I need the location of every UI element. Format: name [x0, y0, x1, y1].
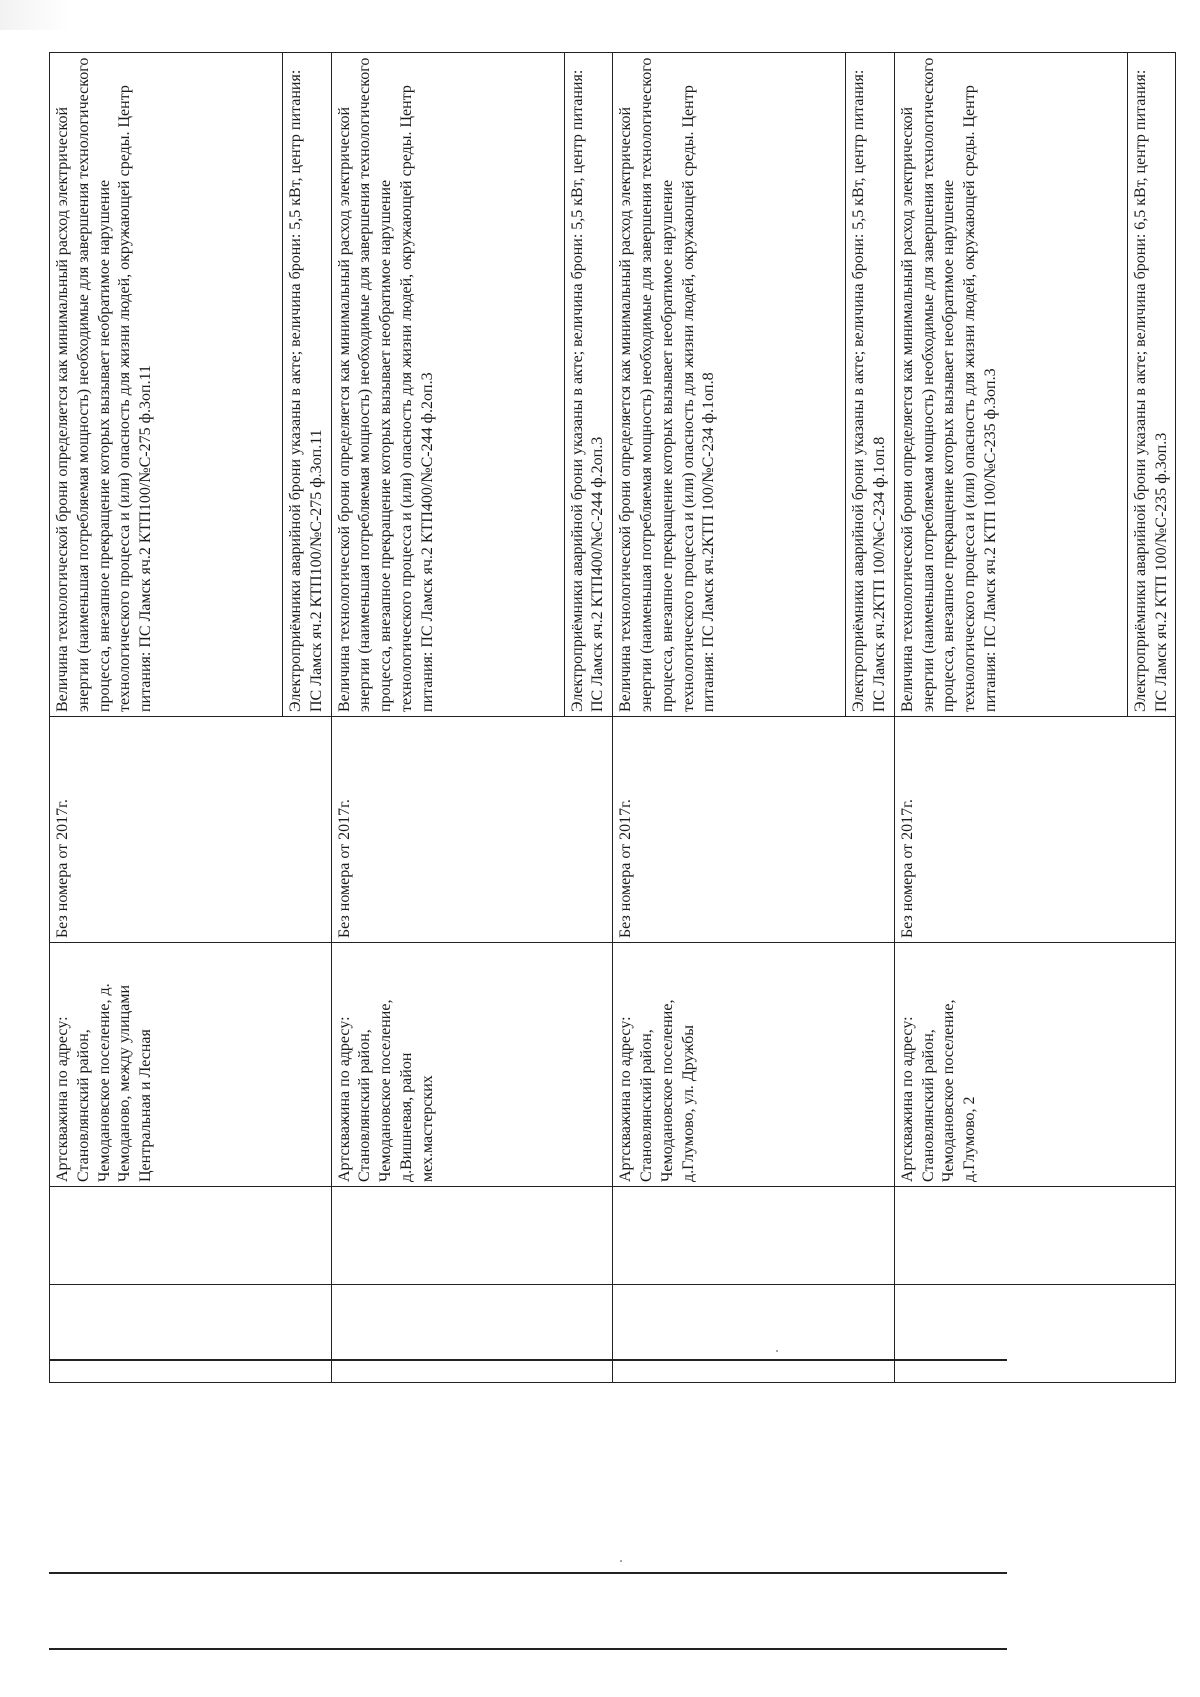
emergency-reserve-text: Электроприёмники аварийной брони указаны в акте; величина брони: 5,5 кВт, центр питания: ПС Ламск яч.2 КТП100/№С-275 ф.3оп.11: [287, 69, 325, 712]
margin-cell-blank: [50, 1187, 332, 1285]
margin-cell-blank: [331, 1187, 613, 1285]
margin-cell-blank: [894, 1187, 1176, 1285]
reserve-description-cell: [894, 53, 1176, 717]
horizontal-rule: [49, 1648, 1007, 1650]
reserve-description-cell: [331, 53, 613, 717]
scan-speck: [776, 1350, 778, 1352]
table-row: [331, 53, 613, 1383]
tech-reserve-text: Величина технологической брони определяется как минимальный расход электрической энергии (наименьшая потребляемая мощность) необходимые для завершения технологического процесса, внезапное прекращение которых вызывает необратимое нарушение технологического процесса и (или) опасность для жизни людей, окружающей среды. Центр питания: ПС Ламск яч.2КТП 100/№С-234 ф.1оп.8: [616, 53, 846, 716]
margin-cell-blank: [613, 1187, 895, 1285]
reserve-description-cell: [613, 53, 895, 717]
margin-cell-blank: [50, 1285, 332, 1383]
act-cell: Без номера от 2017г.: [50, 717, 332, 943]
tech-reserve-text: Величина технологической брони определяется как минимальный расход электрической энергии (наименьшая потребляемая мощность) необходимые для завершения технологического процесса, внезапное прекращение которых вызывает необратимое нарушение технологического процесса и (или) опасность для жизни людей, окружающей среды. Центр питания: ПС Ламск яч.2 КТП100/№С-275 ф.3оп.11: [53, 53, 283, 716]
object-address-cell: Артскважина по адресу: Становлянский район, Чемодановское поселение, д.Глумово, 2: [894, 943, 1176, 1187]
act-cell: Без номера от 2017г.: [331, 717, 613, 943]
object-address-cell: Артскважина по адресу: Становлянский район, Чемодановское поселение, д. Чемоданово, между улицами Центральная и Лесная: [50, 943, 332, 1187]
margin-cell-blank: [331, 1285, 613, 1383]
act-cell: Без номера от 2017г.: [613, 717, 895, 943]
horizontal-rule: [49, 1572, 1007, 1574]
horizontal-rule: [49, 1359, 1007, 1361]
reserve-table: [49, 52, 1176, 1383]
emergency-reserve-text: Электроприёмники аварийной брони указаны в акте; величина брони: 5,5 кВт, центр питания: ПС Ламск яч.2КТП 100/№С-234 ф.1оп.8: [850, 69, 888, 712]
scan-speck: [620, 1560, 622, 1562]
object-address-cell: Артскважина по адресу: Становлянский район, Чемодановское поселение, д.Вишневая, район мех.мастерских: [331, 943, 613, 1187]
margin-cell-blank: [613, 1285, 895, 1383]
table-row: [894, 53, 1176, 1383]
reserve-description-cell: [50, 53, 332, 717]
tech-reserve-text: Величина технологической брони определяется как минимальный расход электрической энергии (наименьшая потребляемая мощность) необходимые для завершения технологического процесса, внезапное прекращение которых вызывает необратимое нарушение технологического процесса и (или) опасность для жизни людей, окружающей среды. Центр питания: ПС Ламск яч.2 КТП400/№С-244 ф.2оп.3: [335, 53, 565, 716]
object-address-cell: Артскважина по адресу: Становлянский район, Чемодановское поселение, д.Глумово, ул. Дружбы: [613, 943, 895, 1187]
emergency-reserve-text: Электроприёмники аварийной брони указаны в акте; величина брони: 5,5 кВт, центр питания: ПС Ламск яч.2 КТП400/№С-244 ф.2оп.3: [568, 69, 607, 712]
table-row: [613, 53, 895, 1383]
emergency-reserve-text: Электроприёмники аварийной брони указаны в акте; величина брони: 6,5 кВт, центр питания: ПС Ламск яч.2 КТП 100/№С-235 ф.3оп.3: [1131, 69, 1170, 712]
table-row: [50, 53, 332, 1383]
scan-artifact: [0, 0, 70, 30]
tech-reserve-text: Величина технологической брони определяется как минимальный расход электрической энергии (наименьшая потребляемая мощность) необходимые для завершения технологического процесса, внезапное прекращение которых вызывает необратимое нарушение технологического процесса и (или) опасность для жизни людей, окружающей среды. Центр питания: ПС Ламск яч.2 КТП 100/№С-235 ф.3оп.3: [898, 53, 1128, 716]
margin-cell-blank: [894, 1285, 1176, 1383]
act-cell: Без номера от 2017г.: [894, 717, 1176, 943]
